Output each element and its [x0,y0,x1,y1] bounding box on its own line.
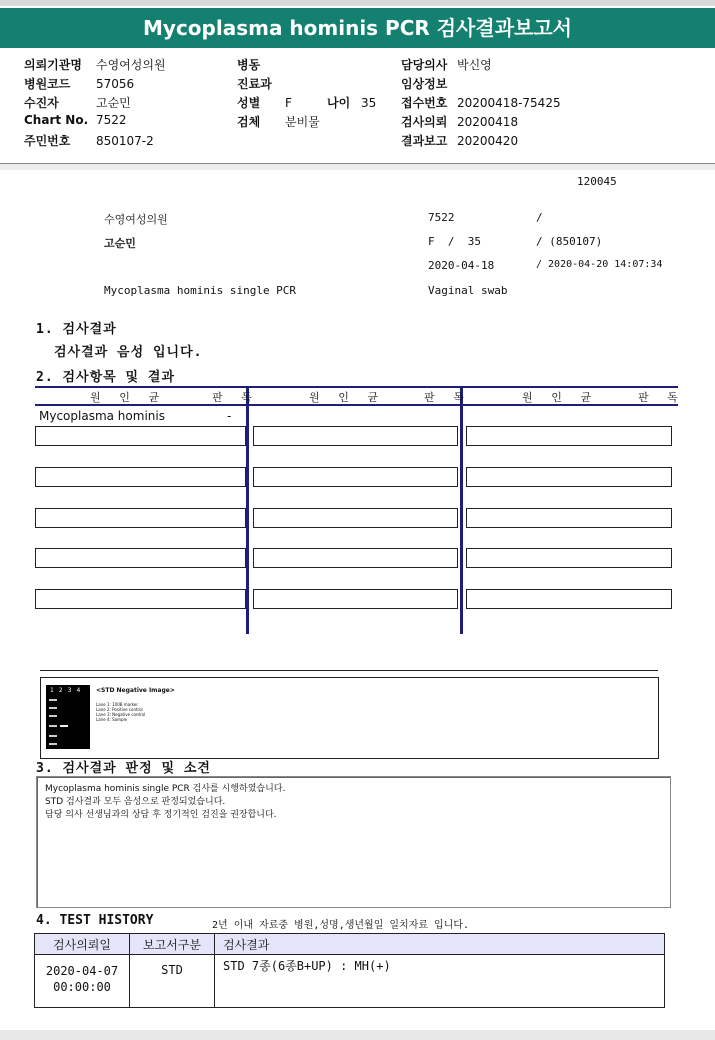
section4-note: 2년 이내 자료중 병원,성명,생년월일 일치자료 입니다. [212,920,470,931]
info-chart: 7522 [428,211,455,224]
history-type-cell: STD [130,955,215,1008]
receipt-label: 접수번호 [401,96,448,110]
age-label: 나이 [327,96,351,110]
col-judgement-1: 판 독 [212,391,258,404]
ward-label: 병동 [237,58,261,72]
header-shadow [0,164,715,170]
header-col3 [401,56,561,151]
request-label: 검사의뢰 [401,115,448,129]
specimen-label: 검체 [237,115,261,129]
result-cell [35,589,246,609]
section4-heading: 4. TEST HISTORY [36,913,154,928]
result-cell [466,508,672,528]
sex-label: 성별 [237,96,261,110]
col-organism-1: 원 인 균 [90,391,166,404]
gel-legend: Lane 1: 100B marker Lane 2: Positive control Lane 3: Negative control Lane 4: Sample [96,702,146,722]
col-organism-2: 원 인 균 [309,391,385,404]
item-result: - [227,409,232,423]
result-cell [253,548,458,568]
report-code: 120045 [577,175,617,188]
hospital-code-label: 병원코드 [24,77,71,91]
info-test-name: Mycoplasma hominis single PCR [104,284,297,297]
department-label: 진료과 [237,77,272,91]
section2-heading: 2. 검사항목 및 결과 [36,370,176,385]
resident-value: 850107-2 [96,134,154,148]
history-table [34,933,665,1008]
col-judgement-2: 판 독 [424,391,470,404]
doctor-label: 담당의사 [401,58,448,72]
info-sex-age: F / 35 [428,235,481,248]
info-patient: 고순민 [104,237,136,250]
gel-lane-numbers: 1 2 3 4 [50,687,81,694]
age-value: 35 [361,96,377,110]
gel-image [46,685,90,749]
resident-label: 주민번호 [24,134,71,148]
result-cell [253,589,458,609]
report-label: 결과보고 [401,134,448,148]
result-cell [253,508,458,528]
specimen-value: 분비물 [285,115,320,129]
gel-top-line [40,670,658,671]
result-cell [466,426,672,446]
info-report-datetime: / 2020-04-20 14:07:34 [536,259,663,270]
header-col2 [237,56,376,132]
opinion-text [45,783,285,822]
info-request-date: 2020-04-18 [428,259,495,272]
col-organism-3: 원 인 균 [522,391,598,404]
chart-value: 7522 [96,113,127,127]
hospital-code-value: 57056 [96,77,135,91]
history-date-cell: 2020-04-07 00:00:00 [35,955,130,1008]
section1-heading: 1. 검사결과 [36,322,117,337]
history-col-result: 검사결과 [215,934,665,955]
info-clinic: 수영여성의원 [104,213,168,226]
opinion-line-1: Mycoplasma hominis single PCR 검사를 시행하였습니다. [45,784,286,794]
institution-label: 의뢰기관명 [24,58,82,72]
history-result-cell: STD 7종(6종B+UP) : MH(+) [215,955,665,1008]
info-specimen: Vaginal swab [428,284,508,297]
report-title: Mycoplasma hominis PCR 검사결과보고서 [0,8,715,48]
institution-value: 수영여성의원 [96,58,166,72]
result-cell [466,467,672,487]
result-cell [35,426,246,446]
clinical-label: 임상정보 [401,77,448,91]
result-cell [35,508,246,528]
result-cell [253,426,458,446]
item-organism: Mycoplasma hominis [39,409,165,423]
table-divider-1 [246,386,249,634]
receipt-value: 20200418-75425 [457,96,561,110]
table-top-line [35,386,678,388]
info-slash: / [536,211,543,224]
history-row [35,955,665,1008]
result-cell [466,589,672,609]
result-cell [253,467,458,487]
doctor-value: 박신영 [457,58,492,72]
result-cell [466,548,672,568]
table-divider-2 [460,386,463,634]
result-cell [35,467,246,487]
opinion-line-2: STD 검사결과 모두 음성으로 판정되었습니다. [45,797,226,807]
section3-heading: 3. 검사결과 판정 및 소견 [36,761,211,776]
bottom-edge [0,1030,715,1040]
opinion-line-3: 담당 의사 선생님과의 상담 후 정기적인 검진을 권장합니다. [45,810,277,820]
history-col-date: 검사의뢰일 [35,934,130,955]
result-cell [35,548,246,568]
section1-result: 검사결과 음성 입니다. [54,345,203,360]
top-edge [0,0,715,6]
patient-label: 수진자 [24,96,59,110]
history-col-type: 보고서구분 [130,934,215,955]
gel-title: <STD Negative Image> [96,687,175,694]
info-birth: / (850107) [536,235,603,248]
chart-label: Chart No. [24,113,89,127]
sex-value: F [285,96,292,110]
report-value: 20200420 [457,134,519,148]
col-judgement-3: 판 독 [638,391,684,404]
header-col1 [24,56,166,151]
patient-value: 고순민 [96,96,131,110]
request-value: 20200418 [457,115,519,129]
